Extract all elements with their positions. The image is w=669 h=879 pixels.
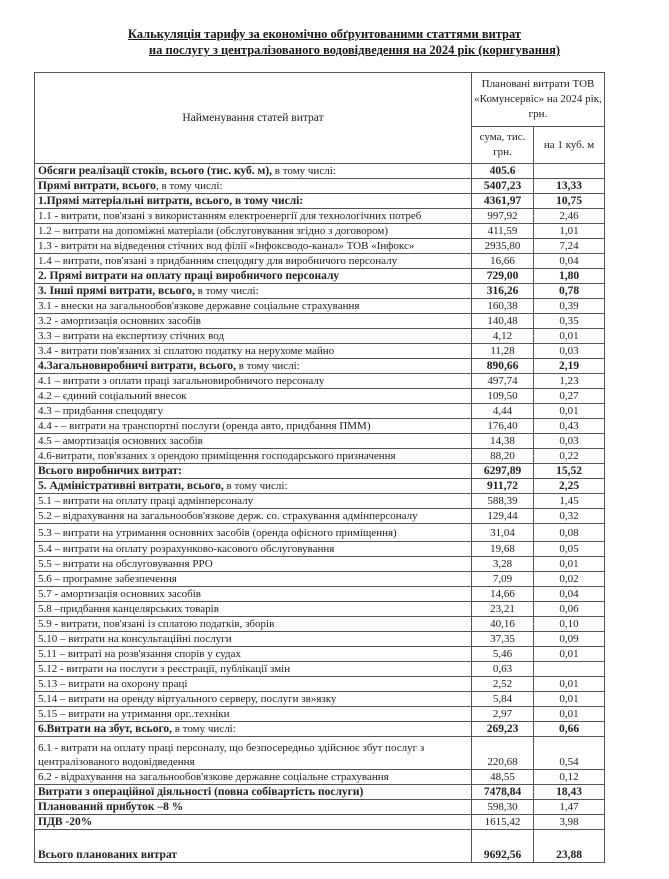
cost-item-label-bold: 2. Прямі витрати на оплату праці виробничого персоналу [38,270,340,282]
cost-item-name [35,662,472,677]
cost-item-name [35,542,472,557]
table-row [35,254,605,269]
sum-thousand-uah: 2,97 [472,707,534,722]
table-row [35,632,605,647]
sum-thousand-uah: 31,04 [472,524,534,542]
cost-per-cubic-meter: 0,03 [534,344,605,359]
cost-per-cubic-meter: 0,01 [534,677,605,692]
cost-item-label-bold: ПДВ -20% [38,816,93,828]
sum-thousand-uah: 6297,89 [472,464,534,479]
table-row [35,359,605,374]
sum-thousand-uah: 48,55 [472,770,534,785]
header-planned-costs: Плановані витрати ТОВ «Комунсервіс» на 2024 рік, грн. [472,73,605,127]
table-row [35,830,605,863]
cost-item-label: в тому числі: [194,285,259,297]
table-row [35,464,605,479]
cost-item-label: 5.13 – витрати на охорону праці [38,678,188,690]
cost-per-cubic-meter: 0,01 [534,329,605,344]
sum-thousand-uah: 411,59 [472,224,534,239]
cost-item-name [35,557,472,572]
sum-thousand-uah: 9692,56 [472,830,534,863]
sum-thousand-uah: 220,68 [472,737,534,770]
table-row [35,677,605,692]
cost-item-name [35,815,472,830]
cost-item-name [35,344,472,359]
cost-per-cubic-meter: 0,43 [534,419,605,434]
sum-thousand-uah: 997,92 [472,209,534,224]
table-row [35,524,605,542]
cost-item-name [35,722,472,737]
cost-per-cubic-meter: 0,01 [534,707,605,722]
cost-per-cubic-meter: 0,04 [534,254,605,269]
cost-item-name [35,329,472,344]
cost-per-cubic-meter: 0,04 [534,587,605,602]
cost-item-label: 5.12 - витрати на послуги з реєстрації, публікації змін [38,663,291,675]
sum-thousand-uah: 0,63 [472,662,534,677]
table-row [35,587,605,602]
cost-item-label: 5.9 - витрати, пов'язані із сплатою податків, зборів [38,618,275,630]
cost-item-name [35,494,472,509]
table-row [35,602,605,617]
cost-item-label: 4.3 – придбання спецодягу [38,405,164,417]
cost-item-label: 5.8 –придбання канцелярських товарів [38,603,219,615]
cost-per-cubic-meter: 0,27 [534,389,605,404]
cost-item-name [35,359,472,374]
cost-item-label: 4.6-витрати, пов'язаних з орендою приміщення господарського призначення [38,450,396,462]
cost-per-cubic-meter: 0,78 [534,284,605,299]
cost-item-label: 6.2 - відрахування на загальнообов'язкове державне соціальне страхування [38,771,389,783]
cost-item-name [35,239,472,254]
table-row [35,722,605,737]
cost-item-name [35,587,472,602]
table-row [35,647,605,662]
cost-item-name [35,677,472,692]
cost-item-name [35,449,472,464]
cost-per-cubic-meter [534,164,605,179]
cost-per-cubic-meter: 0,01 [534,557,605,572]
cost-item-name [35,434,472,449]
sum-thousand-uah: 37,35 [472,632,534,647]
table-row [35,572,605,587]
cost-item-label: 1.3 - витрати на відведення стічних вод філії «Інфоксводо-канал» ТОВ «Інфокс» [38,240,415,252]
cost-item-name [35,524,472,542]
table-row [35,299,605,314]
sum-thousand-uah: 588,39 [472,494,534,509]
cost-item-label-bold: 1.Прямі матеріальні витрати, всього, в тому числі: [38,195,304,207]
sum-thousand-uah: 405.6 [472,164,534,179]
cost-per-cubic-meter: 0,05 [534,542,605,557]
table-row [35,815,605,830]
cost-item-name [35,299,472,314]
cost-item-label: 4.1 – витрати з оплати праці загальновиробничого персоналу [38,375,325,387]
sum-thousand-uah: 40,16 [472,617,534,632]
cost-per-cubic-meter: 2,19 [534,359,605,374]
cost-per-cubic-meter: 0,02 [534,572,605,587]
cost-item-name [35,707,472,722]
cost-item-label-bold: 3. Інші прямі витрати, всього, [38,285,195,297]
cost-item-name [35,647,472,662]
cost-item-label: 4.2 – єдиний соціальний внесок [38,390,187,402]
cost-item-name [35,785,472,800]
cost-item-label-bold: Всього планованих витрат [38,849,178,861]
cost-item-name [35,737,472,770]
cost-item-label: 1.4 – витрати, пов'язані з придбанням спецодягу для виробничого персоналу [38,255,398,267]
cost-item-label: 6.1 - витрати на оплату праці персоналу, що безпосередньо здійснює збут послуг з централізованого водовідведення [38,742,425,768]
cost-item-label: 3.4 - витрати пов'язаних зі сплатою податку на нерухоме майно [38,345,335,357]
cost-per-cubic-meter: 0,01 [534,692,605,707]
table-row [35,509,605,524]
table-row [35,404,605,419]
cost-item-name [35,179,472,194]
cost-item-label: в тому числі: [272,165,336,177]
cost-per-cubic-meter: 2,46 [534,209,605,224]
cost-item-name [35,374,472,389]
table-row [35,449,605,464]
sum-thousand-uah: 14,38 [472,434,534,449]
cost-item-name [35,509,472,524]
cost-item-name [35,464,472,479]
cost-item-label: 4.4 - – витрати на транспортні послуги (оренда авто, придбання ПММ) [38,420,371,432]
cost-item-name [35,314,472,329]
sum-thousand-uah: 4361,97 [472,194,534,209]
sum-thousand-uah: 19,68 [472,542,534,557]
cost-item-name [35,389,472,404]
cost-per-cubic-meter: 0,12 [534,770,605,785]
table-row [35,164,605,179]
cost-item-name [35,284,472,299]
cost-item-label: 5.7 - амортизація основних засобів [38,588,202,600]
sum-thousand-uah: 7,09 [472,572,534,587]
sum-thousand-uah: 890,66 [472,359,534,374]
cost-item-name [35,770,472,785]
sum-thousand-uah: 160,38 [472,299,534,314]
cost-per-cubic-meter: 10,75 [534,194,605,209]
table-row [35,785,605,800]
table-row [35,542,605,557]
sum-thousand-uah: 4,12 [472,329,534,344]
cost-item-label: 1.1 - витрати, пов'язані з використанням електроенергії для технологічних потреб [38,210,422,222]
sum-thousand-uah: 7478,84 [472,785,534,800]
table-row [35,737,605,770]
cost-item-name [35,617,472,632]
cost-item-label-bold: 5. Адміністративні витрати, всього, [38,480,224,492]
cost-per-cubic-meter: 1,23 [534,374,605,389]
cost-item-name [35,632,472,647]
cost-item-name [35,209,472,224]
cost-item-label-bold: 4.Загальновиробничі витрати, всього, [38,360,237,372]
cost-item-name [35,602,472,617]
cost-per-cubic-meter: 7,24 [534,239,605,254]
sum-thousand-uah: 5407,23 [472,179,534,194]
header-sum: сума, тис. грн. [472,127,534,164]
cost-item-name [35,224,472,239]
cost-per-cubic-meter: 0,32 [534,509,605,524]
document-title-line-1: Калькуляція тарифу за економічно обґрунтованими статтями витрат [127,27,522,41]
sum-thousand-uah: 5,84 [472,692,534,707]
cost-per-cubic-meter: 0,10 [534,617,605,632]
cost-item-label: 1.2 – витрати на допоміжні матеріали (обслуговування згідно з договором) [38,225,389,237]
cost-per-cubic-meter: 13,33 [534,179,605,194]
cost-per-cubic-meter: 0,35 [534,314,605,329]
sum-thousand-uah: 3,28 [472,557,534,572]
table-row [35,770,605,785]
cost-per-cubic-meter: 1,45 [534,494,605,509]
table-row [35,374,605,389]
sum-thousand-uah: 16,66 [472,254,534,269]
cost-item-label: 5.14 – витрати на оренду віртуального серверу, послуги зв»язку [38,693,337,705]
table-row [35,224,605,239]
cost-per-cubic-meter: 3,98 [534,815,605,830]
cost-item-label-bold: Всього виробничих витрат: [38,465,182,477]
table-row [35,419,605,434]
cost-item-label: 5.10 – витрати на консультаційні послуги [38,633,232,645]
table-row [35,314,605,329]
table-row [35,617,605,632]
cost-per-cubic-meter: 18,43 [534,785,605,800]
cost-per-cubic-meter [534,662,605,677]
cost-per-cubic-meter: 0,03 [534,434,605,449]
cost-item-label-bold: Прямі витрати, всього [38,180,156,192]
cost-item-label: 3.3 – витрати на експертизу стічних вод [38,330,225,342]
sum-thousand-uah: 11,28 [472,344,534,359]
sum-thousand-uah: 2935,80 [472,239,534,254]
cost-item-label: 5.3 – витрати на утримання основних засобів (оренда офісного приміщення) [38,526,397,539]
cost-item-name [35,419,472,434]
cost-item-name [35,479,472,494]
sum-thousand-uah: 4,44 [472,404,534,419]
cost-item-label: , в тому числі: [155,180,223,192]
cost-per-cubic-meter: 0,39 [534,299,605,314]
sum-thousand-uah: 911,72 [472,479,534,494]
sum-thousand-uah: 88,20 [472,449,534,464]
cost-item-label: 4.5 – амортизація основних засобів [38,435,203,447]
cost-item-label: 3.1 - внески на загальнообов'язкове державне соціальне страхування [38,300,360,312]
table-row [35,389,605,404]
cost-item-name [35,692,472,707]
cost-item-label: в тому числі: [172,723,236,735]
cost-item-name [35,404,472,419]
cost-item-label: 5.11 – витраті на розв'язання спорів у судах [38,648,242,660]
sum-thousand-uah: 598,30 [472,800,534,815]
cost-per-cubic-meter: 15,52 [534,464,605,479]
cost-item-label: 5.15 – витрати на утримання орг..техніки [38,708,230,720]
sum-thousand-uah: 497,74 [472,374,534,389]
sum-thousand-uah: 316,26 [472,284,534,299]
header-per-cubic-meter: на 1 куб. м [534,127,605,164]
table-row [35,209,605,224]
cost-per-cubic-meter: 1,47 [534,800,605,815]
cost-item-name [35,800,472,815]
cost-item-name [35,254,472,269]
sum-thousand-uah: 23,21 [472,602,534,617]
table-row [35,239,605,254]
header-cost-item-name: Найменування статей витрат [35,73,472,164]
table-row [35,344,605,359]
table-row [35,434,605,449]
table-row [35,662,605,677]
cost-item-name [35,830,472,863]
cost-item-label: 5.6 – програмне забезпечення [38,573,177,585]
table-row [35,800,605,815]
table-row [35,179,605,194]
cost-item-label: в тому числі: [236,360,300,372]
cost-item-name [35,164,472,179]
sum-thousand-uah: 109,50 [472,389,534,404]
cost-item-label-bold: Планований прибуток –8 % [38,801,184,813]
cost-per-cubic-meter: 0,66 [534,722,605,737]
cost-item-label: 5.4 – витрати на оплату розрахунково-касового обслуговування [38,543,335,555]
table-row [35,284,605,299]
sum-thousand-uah: 129,44 [472,509,534,524]
cost-item-name [35,194,472,209]
table-header-row [35,73,605,127]
cost-item-name [35,269,472,284]
cost-item-label: 5.2 – відрахування на загальнообов'язкове держ. со. страхування адмінперсоналу [38,510,418,522]
cost-per-cubic-meter: 1,80 [534,269,605,284]
sum-thousand-uah: 5,46 [472,647,534,662]
table-row [35,494,605,509]
cost-item-label: 5.1 – витрати на оплату праці адмінперсоналу [38,495,254,507]
sum-thousand-uah: 269,23 [472,722,534,737]
table-row [35,707,605,722]
cost-per-cubic-meter: 0,22 [534,449,605,464]
cost-per-cubic-meter: 0,09 [534,632,605,647]
cost-per-cubic-meter: 0,06 [534,602,605,617]
tariff-calculation-table [34,72,605,863]
cost-per-cubic-meter: 1,01 [534,224,605,239]
cost-per-cubic-meter: 0,54 [534,737,605,770]
sum-thousand-uah: 729,00 [472,269,534,284]
sum-thousand-uah: 140,48 [472,314,534,329]
sum-thousand-uah: 176,40 [472,419,534,434]
cost-item-label: 5.5 – витрати на обслуговування РРО [38,558,213,570]
table-row [35,692,605,707]
cost-item-label: в тому числі: [223,480,288,492]
sum-thousand-uah: 1615,42 [472,815,534,830]
cost-per-cubic-meter: 0,01 [534,404,605,419]
cost-per-cubic-meter: 0,01 [534,647,605,662]
table-row [35,557,605,572]
table-row [35,269,605,284]
cost-item-label-bold: Обсяги реалізації стоків, всього (тис. куб. м), [38,165,273,177]
sum-thousand-uah: 2,52 [472,677,534,692]
document-title-line-2: на послугу з централізованого водовідведення на 2024 рік (коригування) [148,43,561,57]
sum-thousand-uah: 14,66 [472,587,534,602]
cost-per-cubic-meter: 2,25 [534,479,605,494]
table-row [35,194,605,209]
cost-item-name [35,572,472,587]
cost-item-label: 3.2 - амортизація основних засобів [38,315,202,327]
cost-per-cubic-meter: 23,88 [534,830,605,863]
cost-item-label-bold: Витрати з операційної діяльності (повна собівартість послуги) [38,786,364,798]
cost-per-cubic-meter: 0,08 [534,524,605,542]
cost-item-label-bold: 6.Витрати на збут, всього, [38,723,173,735]
table-row [35,329,605,344]
table-row [35,479,605,494]
